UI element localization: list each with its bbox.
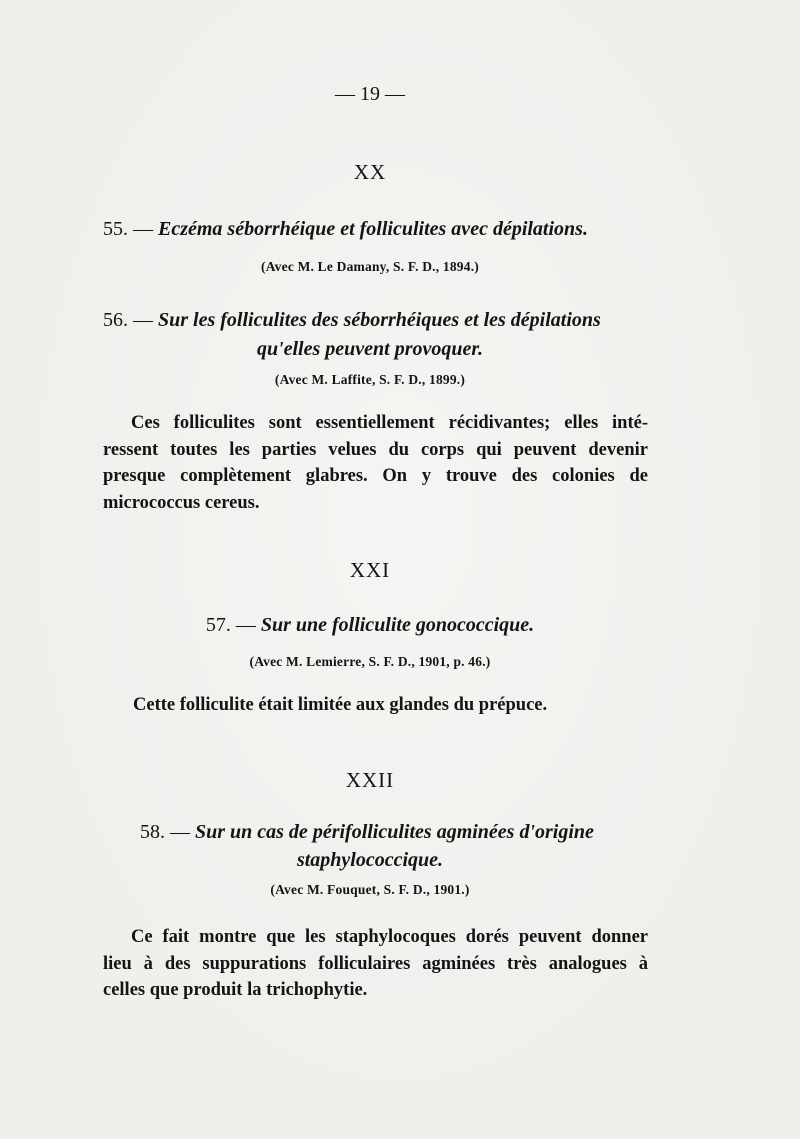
entry-58-title-cont <box>0 845 740 876</box>
entry-56-citation: (Avec M. Laffite, S. F. D., 1899.) <box>274 372 466 387</box>
section-xxii-paragraph <box>103 924 648 1004</box>
entry-55-citation: (Avec M. Le Damany, S. F. D., 1894.) <box>261 259 479 274</box>
section-numeral-xx: XX <box>353 160 387 184</box>
paragraph-line: Cette folliculite était limitée aux glandes du prépuce. <box>133 695 548 715</box>
entry-title-continuation: qu'elles peuvent provoquer. <box>256 338 484 360</box>
entry-56-title-cont <box>0 334 740 365</box>
entry-title: Sur un cas de périfolliculites agminées d'origine <box>195 821 594 843</box>
paragraph-line: Ce fait montre que les staphylocoques dorés peuvent donner <box>131 927 648 947</box>
entry-58-title <box>140 817 660 848</box>
entry-58-citation: (Avec M. Fouquet, S. F. D., 1901.) <box>270 882 470 897</box>
paragraph-line: ressent toutes les parties velues du corps qui peuvent devenir <box>103 439 648 460</box>
page-number: — 19 — <box>335 83 405 105</box>
entry-57-citation: (Avec M. Lemierre, S. F. D., 1901, p. 46.) <box>249 654 491 669</box>
paragraph-line: Ces folliculites sont essentiellement récidivantes; elles inté- <box>131 413 648 433</box>
section-numeral-xxi: XXI <box>349 558 391 582</box>
entry-55-title <box>103 214 663 245</box>
entry-title-continuation: staphylococcique. <box>296 849 444 871</box>
entry-57-title <box>0 610 740 641</box>
entry-number: 58. <box>140 821 165 843</box>
entry-number: 55. <box>103 218 128 240</box>
entry-dash: — <box>133 309 153 331</box>
entry-title: Eczéma séborrhéique et folliculites avec dépilations. <box>158 218 588 240</box>
section-numeral-xxii: XXII <box>345 768 395 792</box>
entry-number: 57. <box>205 614 231 636</box>
paragraph-line: micrococcus cereus. <box>103 492 260 513</box>
paragraph-line: celles que produit la trichophytie. <box>103 980 368 1000</box>
paragraph-line: lieu à des suppurations folliculaires agminées très analogues à <box>103 953 648 974</box>
entry-dash: — <box>235 614 256 636</box>
paragraph-line: presque complètement glabres. On y trouve des colonies de <box>103 466 648 486</box>
entry-dash: — <box>133 218 153 240</box>
entry-56-title <box>103 305 663 336</box>
entry-dash: — <box>170 821 190 843</box>
section-xxi-paragraph <box>133 692 653 719</box>
section-xx-paragraph <box>103 410 648 516</box>
entry-number: 56. <box>103 309 128 331</box>
entry-title: Sur une folliculite gonococcique. <box>260 614 535 636</box>
entry-title: Sur les folliculites des séborrhéiques et les dépilations <box>158 309 601 331</box>
